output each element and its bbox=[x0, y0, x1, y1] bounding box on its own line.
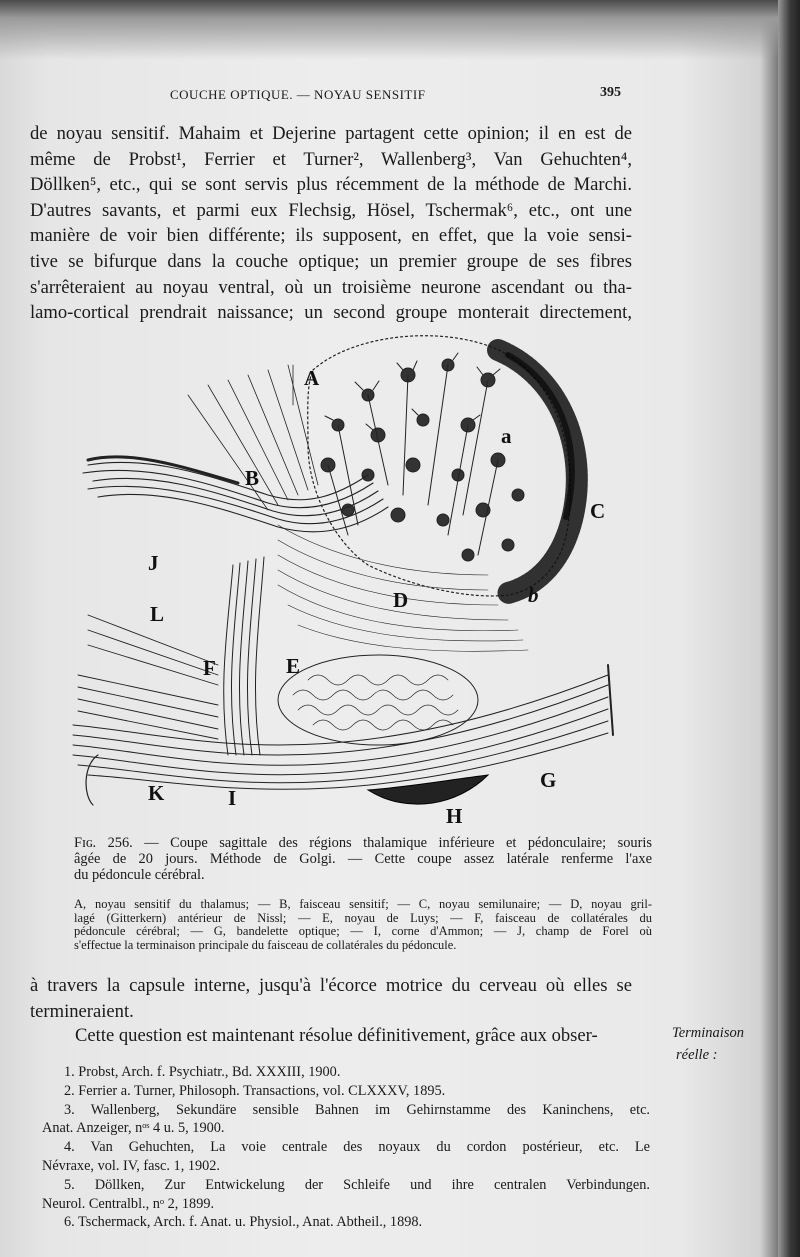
margin-note-line: réelle : bbox=[676, 1047, 718, 1063]
text-line: termineraient. bbox=[30, 1000, 134, 1022]
footnote-6: 6. Tschermack, Arch. f. Anat. u. Physiol., Anat. Abtheil., 1898. bbox=[64, 1214, 423, 1231]
footnote-5: 5. Döllken, Zur Entwickelung der Schleife und ihre centralen Verbindungen. bbox=[64, 1176, 650, 1193]
fig-label-J: J bbox=[148, 551, 159, 575]
caption-line: âgée de 20 jours. Méthode de Golgi. — Cette coupe assez latérale renferme l'axe bbox=[74, 851, 652, 867]
nucleus-c-band bbox=[498, 350, 577, 593]
legend-line: A, noyau sensitif du thalamus; — B, faisceau sensitif; — C, noyau semilunaire; — D, noyau gril- bbox=[74, 898, 652, 911]
footnote-1: 1. Probst, Arch. f. Psychiatr., Bd. XXXIII, 1900. bbox=[64, 1064, 341, 1080]
text-line: lamo-cortical prendrait naissance; un second groupe monterait directement, bbox=[30, 302, 632, 324]
fig-label-a: a bbox=[501, 424, 512, 448]
footnote-3-cont: Anat. Anzeiger, nᵒˢ 4 u. 5, 1900. bbox=[42, 1120, 225, 1137]
fig-label-A: A bbox=[304, 366, 320, 390]
paragraph-3 bbox=[30, 1023, 650, 1048]
caption-line: Fɪɢ. 256. — Coupe sagittale des régions thalamique inférieure et pédonculaire; souris bbox=[74, 835, 652, 851]
footnote-5-cont: Neurol. Centralbl., nᵒ 2, 1899. bbox=[42, 1195, 215, 1212]
footnote-4-cont: Névraxe, vol. IV, fasc. 1, 1902. bbox=[42, 1157, 221, 1174]
fig-label-B: B bbox=[245, 466, 260, 490]
legend-line: lagé (Gitterkern) antérieur de Nissl; — E, noyau de Luys; — F, faisceau de collatérales du bbox=[74, 911, 652, 925]
text-line: D'autres savants, et parmi eux Flechsig, Hösel, Tschermak⁶, etc., ont une bbox=[30, 199, 632, 221]
figure-legend bbox=[74, 898, 652, 952]
figure-256 bbox=[68, 325, 623, 825]
fascicle-f bbox=[224, 557, 264, 755]
fig-label-G: G bbox=[540, 768, 557, 792]
fig-label-b: b bbox=[528, 583, 539, 607]
scan-binding-edge bbox=[778, 0, 800, 1257]
legend-line: pédoncule cérébral; — G, bandelette optique; — I, corne d'Ammon; — J, champ de Forel où bbox=[74, 925, 652, 939]
footnote-2: 2. Ferrier a. Turner, Philosoph. Transactions, vol. CLXXXV, 1895. bbox=[64, 1082, 446, 1099]
legend-line: s'effectue la terminaison principale du faisceau de collatérales du pédoncule. bbox=[74, 938, 457, 952]
figure-caption bbox=[74, 835, 652, 883]
scan-top-shadow bbox=[0, 0, 800, 60]
nucleus-e-network bbox=[293, 675, 458, 730]
fig-label-D: D bbox=[393, 588, 409, 612]
fig-label-L: L bbox=[150, 602, 165, 626]
fig-label-F: F bbox=[203, 656, 216, 680]
text-line: manière de voir bien différente; ils supposent, en effet, que la voie sensi- bbox=[30, 225, 632, 247]
region-l-fibers bbox=[78, 615, 218, 739]
fascicle-b bbox=[83, 457, 388, 532]
footnote-3: 3. Wallenberg, Sekundäre sensible Bahnen im Gehirnstamme des Kaninchens, etc. bbox=[64, 1101, 650, 1118]
page-number: 395 bbox=[600, 85, 621, 100]
text-line: s'arrêteraient au noyau ventral, où un troisième neurone ascendant ou tha- bbox=[30, 276, 632, 298]
margin-note-line: Terminaison bbox=[672, 1025, 744, 1041]
running-head: COUCHE OPTIQUE. — NOYAU SENSITIF bbox=[170, 87, 426, 102]
paragraph-2 bbox=[30, 973, 632, 1024]
fig-label-K: K bbox=[148, 781, 165, 805]
footnote-4: 4. Van Gehuchten, La voie centrale des noyaux du cordon postérieur, etc. Le bbox=[64, 1139, 650, 1156]
text-line: tive se bifurque dans la couche optique; un premier groupe de ses fibres bbox=[30, 250, 632, 272]
region-k-curve bbox=[86, 755, 98, 805]
nucleus-e bbox=[278, 655, 478, 745]
text-line: Döllken⁵, etc., qui se sont servis plus récemment de la méthode de Marchi. bbox=[30, 174, 632, 196]
region-h bbox=[368, 775, 488, 804]
fig-label-I: I bbox=[228, 786, 237, 810]
footnotes bbox=[42, 1063, 650, 1232]
nucleus-a-neurons bbox=[321, 353, 524, 561]
fig-label-H: H bbox=[446, 804, 463, 825]
text-line: même de Probst¹, Ferrier et Turner², Wallenberg³, Van Gehuchten⁴, bbox=[30, 148, 632, 170]
margin-note bbox=[672, 1022, 782, 1066]
fig-label-E: E bbox=[286, 654, 301, 678]
golgi-section-illustration bbox=[68, 325, 623, 825]
text-line: de noyau sensitif. Mahaim et Dejerine partagent cette opinion; il en est de bbox=[30, 123, 632, 144]
fig-label-C: C bbox=[590, 499, 606, 523]
text-line: à travers la capsule interne, jusqu'à l'écorce motrice du cerveau où elles se bbox=[30, 975, 632, 996]
text-line: Cette question est maintenant résolue définitivement, grâce aux obser- bbox=[75, 1025, 598, 1046]
paragraph-1 bbox=[30, 121, 632, 326]
caption-line: du pédoncule cérébral. bbox=[74, 867, 205, 883]
